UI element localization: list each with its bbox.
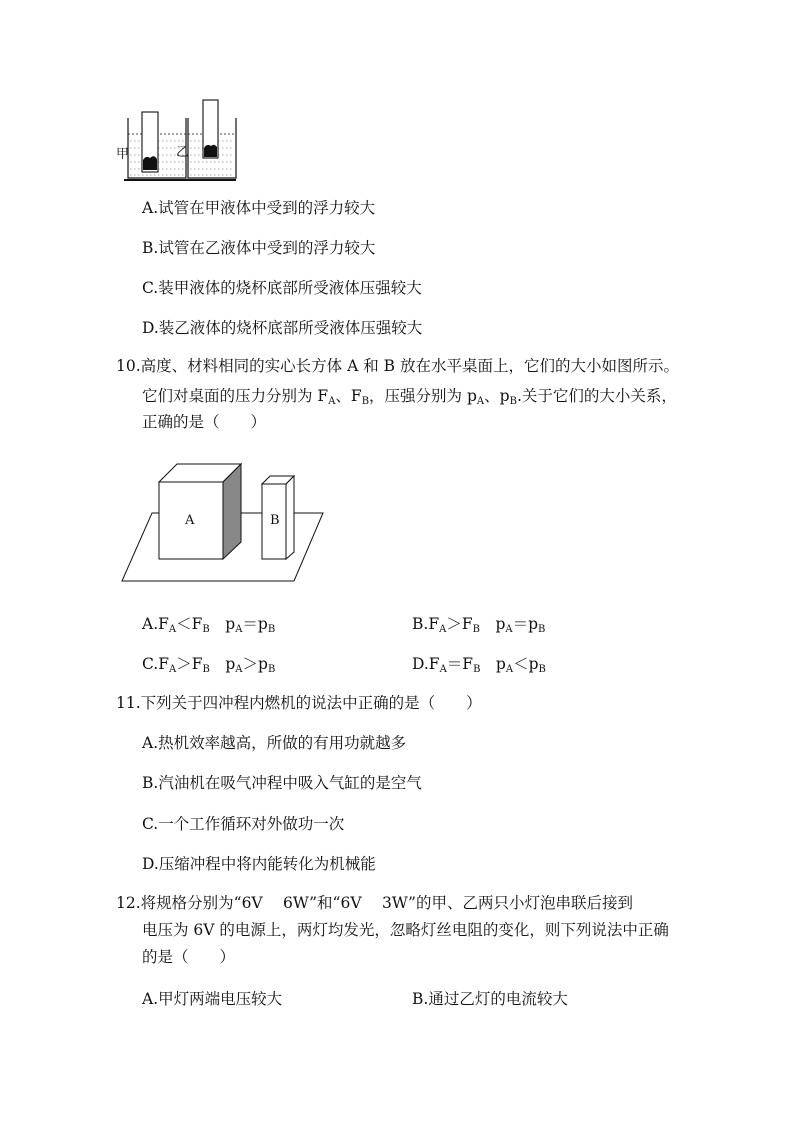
q12-stem-line2: 电压为 6V 的电源上，两灯均发光，忽略灯丝电阻的变化，则下列说法中正确 <box>142 921 669 939</box>
q12-stem-line3: 的是（ ） <box>142 948 236 966</box>
q11-option-b: B.汽油机在吸气冲程中吸入气缸的是空气 <box>142 774 422 792</box>
q10-option-c: $C.F_A>F_B$ $p_A>p_B$ <box>142 655 276 675</box>
q10-option-b: $B.F_A>F_B$ $p_A=p_B$ <box>412 615 546 635</box>
q10-stem-line2: 它们对桌面的压力分别为 $F_A$、$F_B$，压强分别为 $p_A$、$p_B$.关于它们的大小关系， <box>142 387 677 407</box>
label-yi: 乙 <box>176 145 190 160</box>
q10-blocks-figure <box>120 462 330 587</box>
q12-stem-line1: 12.将规格分别为“6V 6W”和“6V 3W”的甲、乙两只小灯泡串联后接到 <box>116 894 633 912</box>
label-block-b: B <box>270 513 280 528</box>
q10-option-d: $D.F_A=F_B$ $p_A<p_B$ <box>412 655 546 675</box>
label-jia: 甲 <box>116 147 130 162</box>
q9-option-d: D.装乙液体的烧杯底部所受液体压强较大 <box>142 319 423 337</box>
q9-option-a: A.试管在甲液体中受到的浮力较大 <box>142 199 376 217</box>
block-a <box>159 464 241 559</box>
q9-option-b: B.试管在乙液体中受到的浮力较大 <box>142 239 376 257</box>
q11-stem: 11.下列关于四冲程内燃机的说法中正确的是（ ） <box>116 694 482 712</box>
q11-option-a: A.热机效率越高，所做的有用功就越多 <box>142 734 407 752</box>
q12-option-a: A.甲灯两端电压较大 <box>142 990 283 1008</box>
q10-stem-line1: 10.高度、材料相同的实心长方体 A 和 B 放在水平桌面上，它们的大小如图所示。 <box>116 357 679 375</box>
q9-beakers-figure <box>110 96 350 186</box>
q10-option-a: $A.F_A<F_B$ $p_A=p_B$ <box>142 615 276 635</box>
label-block-a: A <box>185 513 195 528</box>
q9-option-c: C.装甲液体的烧杯底部所受液体压强较大 <box>142 279 422 297</box>
beaker-yi <box>188 100 236 178</box>
q12-option-b: B.通过乙灯的电流较大 <box>412 990 568 1008</box>
q11-option-c: C.一个工作循环对外做功一次 <box>142 815 345 833</box>
q11-option-d: D.压缩冲程中将内能转化为机械能 <box>142 855 376 873</box>
q10-stem-line3: 正确的是（ ） <box>142 413 267 431</box>
